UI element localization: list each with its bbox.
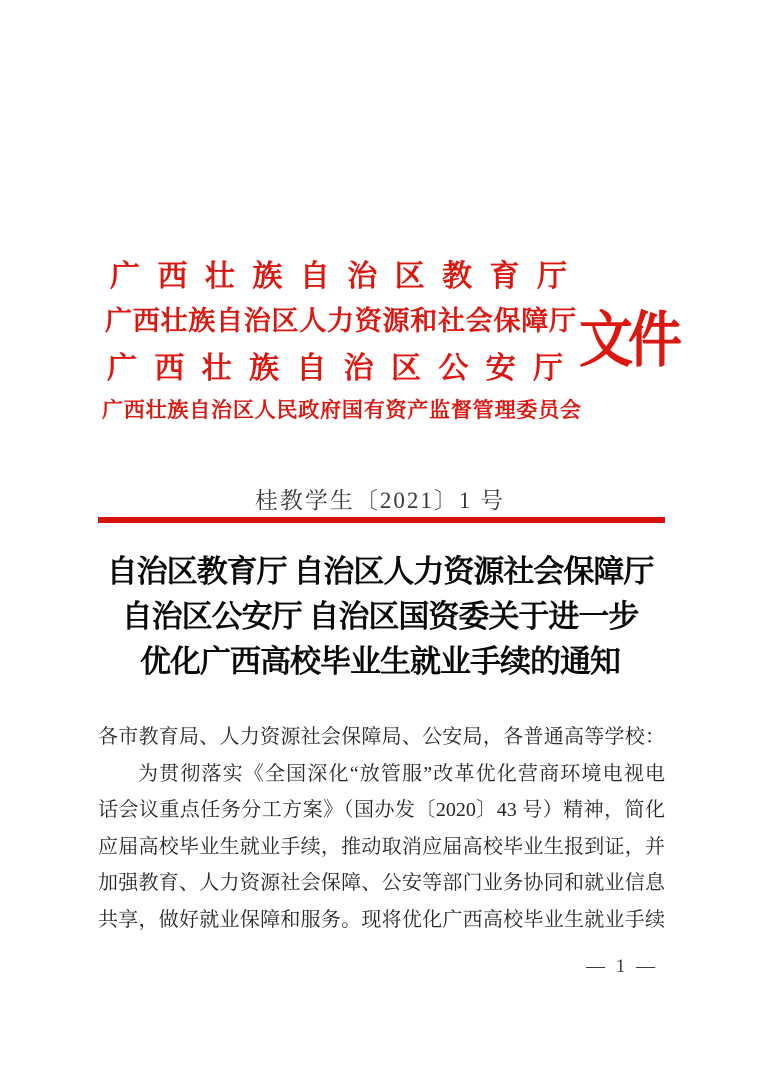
letterhead-agency-sasac: 广西壮族自治区人民政府国有资产监督管理委员会 bbox=[102, 398, 581, 422]
document-mark-wenjian: 文件 bbox=[579, 306, 677, 375]
paragraph-line: 共享，做好就业保障和服务。现将优化广西高校毕业生就业手续 bbox=[98, 908, 665, 931]
paragraph-line: 为贯彻落实《全国深化“放管服”改革优化营商环境电视电 bbox=[138, 762, 665, 785]
document-body bbox=[98, 719, 665, 938]
letterhead-agency-education: 广西壮族自治区教育厅 bbox=[110, 260, 567, 293]
title-line-1: 自治区教育厅 自治区人力资源社会保障厅 bbox=[106, 554, 654, 589]
paragraph-line: 应届高校毕业生就业手续，推动取消应届高校毕业生报到证，并 bbox=[98, 835, 665, 858]
paragraph-line: 加强教育、人力资源社会保障、公安等部门业务协同和就业信息 bbox=[98, 872, 665, 894]
paragraph-line: 话会议重点任务分工方案》（国办发〔2020〕43 号）精神，简化 bbox=[98, 799, 665, 821]
title-line-3: 优化广西高校毕业生就业手续的通知 bbox=[140, 644, 620, 679]
title-line-2: 自治区公安厅 自治区国资委关于进一步 bbox=[121, 599, 639, 634]
salutation-line: 各市教育局、人力资源社会保障局、公安局，各普通高等学校： bbox=[98, 726, 665, 748]
document-title bbox=[0, 549, 760, 684]
letterhead-agency-human-resources: 广西壮族自治区人力资源和社会保障厅 bbox=[105, 306, 576, 336]
document-reference-number: 桂教学生〔2021〕1 号 bbox=[254, 488, 506, 513]
red-divider-line bbox=[98, 517, 665, 523]
letterhead-agency-public-security: 广西壮族自治区公安厅 bbox=[107, 352, 563, 385]
page-number: — 1 — bbox=[586, 956, 658, 977]
